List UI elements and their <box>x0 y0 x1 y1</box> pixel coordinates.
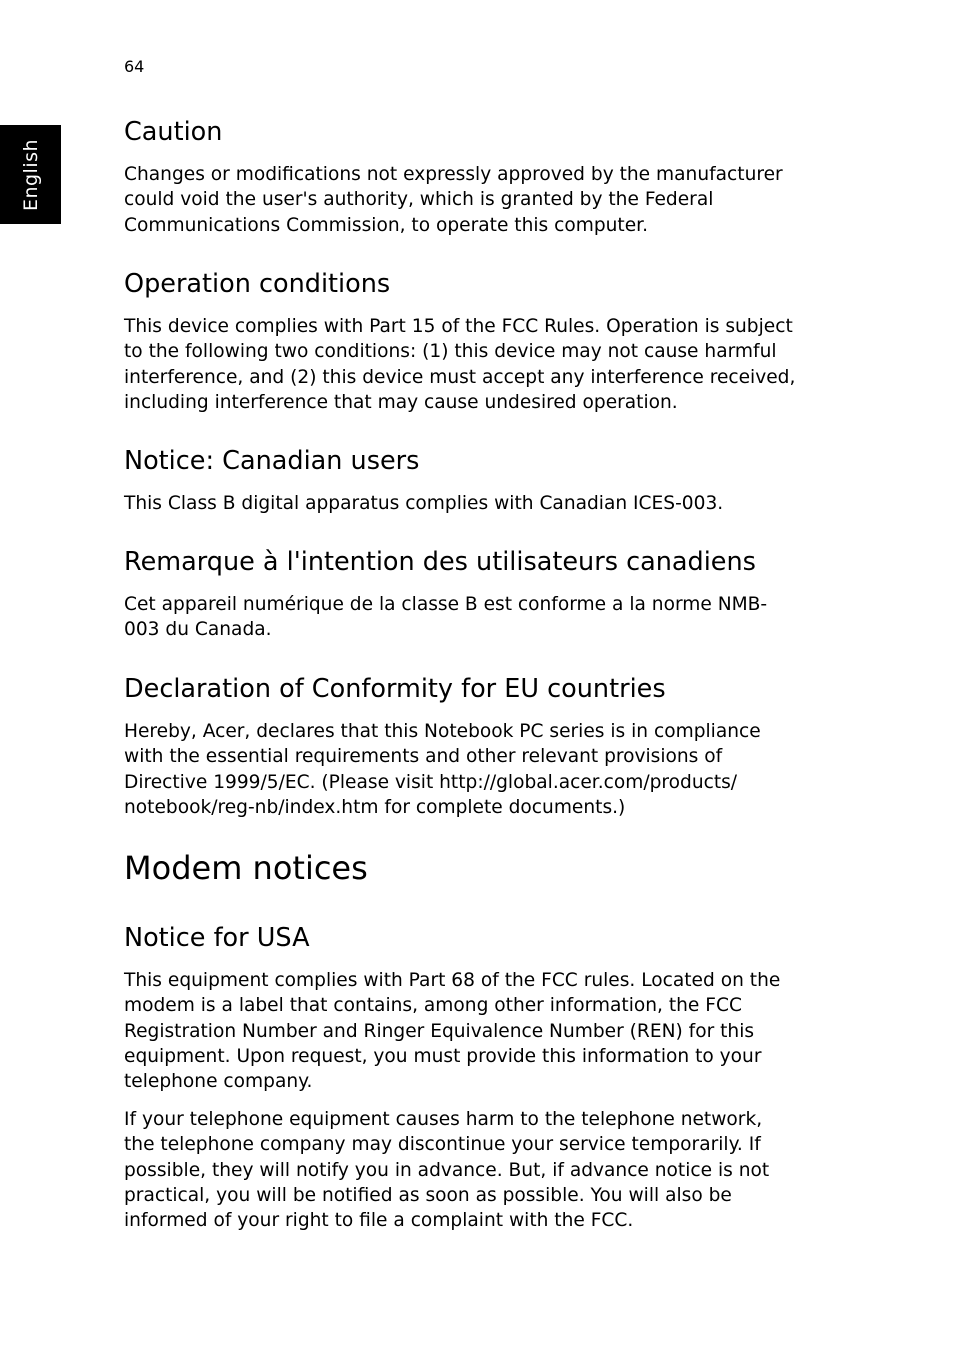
caution-heading: Caution <box>124 117 223 147</box>
caution-body: Changes or modifications not expressly approved by the manufacturer could void the user's authority, which is granted by the Federal Communications Commission, to operate this computer. <box>124 164 783 236</box>
operation-conditions-body: This device complies with Part 15 of the FCC Rules. Operation is subject to the following two conditions: (1) this device may not cause harmful interference, and (2) this device must accept any interference received, including interference that may cause undesired operation. <box>124 316 796 413</box>
language-tab <box>0 125 61 224</box>
remarque-canadiens-body: Cet appareil numérique de la classe B est conforme a la norme NMB- 003 du Canada. <box>124 594 768 641</box>
notice-usa-heading: Notice for USA <box>124 923 310 953</box>
declaration-eu-body: Hereby, Acer, declares that this Notebook PC series is in compliance with the essential requirements and other relevant provisions of Directive 1999/5/EC. (Please visit http://global.acer.com/products/ notebook/reg-nb/index.htm for complete documents.) <box>124 721 761 818</box>
operation-conditions-heading: Operation conditions <box>124 269 391 299</box>
notice-usa-paragraph-1: This equipment complies with Part 68 of the FCC rules. Located on the modem is a label that contains, among other information, the FCC Registration Number and Ringer Equivalence Number (REN) for this equipment. Upon request, you must provide this information to your telephone company. <box>124 970 781 1093</box>
notice-canadian-body: This Class B digital apparatus complies with Canadian ICES-003. <box>124 493 724 514</box>
declaration-eu-heading: Declaration of Conformity for EU countries <box>124 674 666 704</box>
language-tab-label: English <box>19 138 42 211</box>
remarque-canadiens-heading: Remarque à l'intention des utilisateurs canadiens <box>124 547 756 577</box>
notice-canadian-heading: Notice: Canadian users <box>124 446 420 476</box>
page-number: 64 <box>124 57 145 76</box>
notice-usa-paragraph-2: If your telephone equipment causes harm to the telephone network, the telephone company may discontinue your service temporarily. If possible, they will notify you in advance. But, if advance notice is not practical, you will be notified as soon as possible. You will also be informed of your right to file a complaint with the FCC. <box>124 1109 770 1232</box>
modem-notices-heading: Modem notices <box>124 849 368 887</box>
